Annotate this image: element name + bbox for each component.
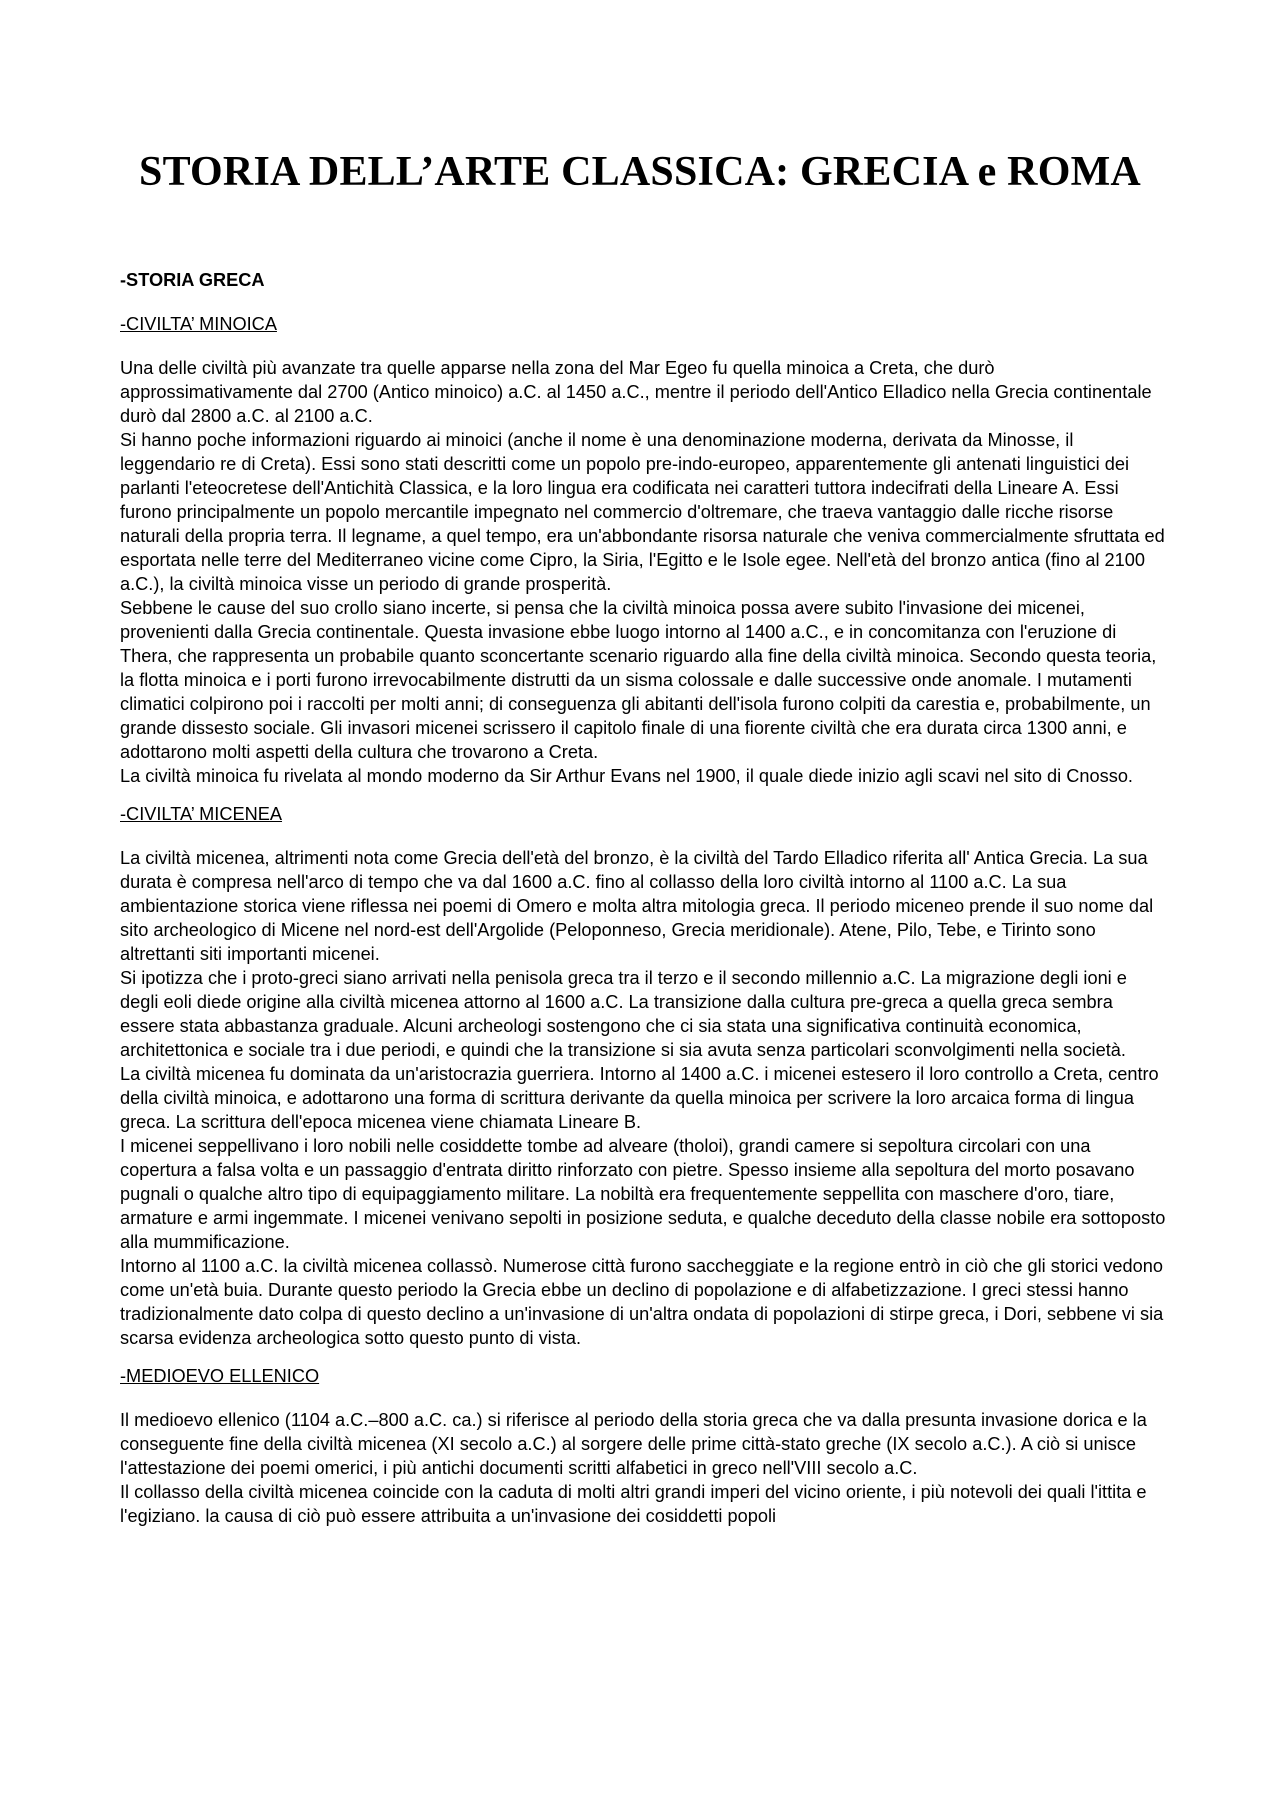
paragraph: Si ipotizza che i proto-greci siano arrivati nella penisola greca tra il terzo e il secondo millennio a.C. La migrazione degli ioni e degli eoli diede origine alla civiltà micenea attorno al 1600 a.C. La transizione dalla cultura pre-greca a quella greca sembra essere stata abbastanza graduale. Alcuni archeologi sostengono che ci sia stata una significativa continuità economica, architettonica e sociale tra i due periodi, e quindi che la transizione si sia avuta senza particolari sconvolgimenti nella società. — [120, 968, 1127, 1060]
paragraph: La civiltà micenea fu dominata da un'aristocrazia guerriera. Intorno al 1400 a.C. i micenei estesero il loro controllo a Creta, centro della civiltà minoica, e adottarono una forma di scrittura derivante da quella minoica per scrivere la loro arcaica forma di lingua greca. La scrittura dell'epoca micenea viene chiamata Lineare B. — [120, 1064, 1159, 1132]
paragraph: Si hanno poche informazioni riguardo ai minoici (anche il nome è una denominazione moderna, derivata da Minosse, il leggendario re di Creta). Essi sono stati descritti come un popolo pre-indo-europeo, apparentemente gli antenati linguistici dei parlanti l'eteocretese dell'Antichità Classica, e la loro lingua era codificata nei caratteri tuttora indecifrati della Lineare A. Essi furono principalmente un popolo mercantile impegnato nel commercio d'oltremare, che traeva vantaggio dalle ricche risorse naturali della propria terra. Il legname, a quel tempo, era un'abbondante risorsa naturale che veniva commercialmente sfruttata ed esportata nelle terre del Mediterraneo vicine come Cipro, la Siria, l'Egitto e le Isole egee. Nell'età del bronzo antica (fino al 2100 a.C.), la civiltà minoica visse un periodo di grande prosperità. — [120, 430, 1165, 594]
section-civilta-micenea — [120, 802, 1170, 1350]
document-title: STORIA DELL’ARTE CLASSICA: GRECIA e ROMA — [139, 149, 1141, 195]
paragraph: Una delle civiltà più avanzate tra quelle apparse nella zona del Mar Egeo fu quella minoica a Creta, che durò approssimativamente dal 2700 (Antico minoico) a.C. al 1450 a.C., mentre il periodo dell'Antico Elladico nella Grecia continentale durò dal 2800 a.C. al 2100 a.C. — [120, 358, 1152, 426]
paragraph: Il collasso della civiltà micenea coincide con la caduta di molti altri grandi imperi del vicino oriente, i più notevoli dei quali l'ittita e l'egiziano. la causa di ciò può essere attribuita a un'invasione dei cosiddetti popoli — [120, 1482, 1147, 1526]
paragraph: Intorno al 1100 a.C. la civiltà micenea collassò. Numerose città furono saccheggiate e la regione entrò in ciò che gli storici vedono come un'età buia. Durante questo periodo la Grecia ebbe un declino di popolazione e di alfabetizzazione. I greci stessi hanno tradizionalmente dato colpa di questo declino a un'invasione di un'altra ondata di popolazioni di stirpe greca, i Dori, sebbene vi sia scarsa evidenza archeologica sotto questo punto di vista. — [120, 1256, 1164, 1348]
section-heading: -CIVILTA’ MICENEA — [120, 804, 283, 824]
document-body — [120, 268, 1170, 1542]
paragraph: La civiltà minoica fu rivelata al mondo moderno da Sir Arthur Evans nel 1900, il quale diede inizio agli scavi nel sito di Cnosso. — [120, 766, 1133, 786]
paragraph: I micenei seppellivano i loro nobili nelle cosiddette tombe ad alveare (tholoi), grandi camere si sepoltura circolari con una copertura a falsa volta e un passaggio d'entrata diritto rinforzato con pietre. Spesso insieme alla sepoltura del morto posavano pugnali o qualche altro tipo di equipaggiamento militare. La nobiltà era frequentemente seppellita con maschere d'oro, tiare, armature e armi ingemmate. I micenei venivano sepolti in posizione seduta, e qualche deceduto della classe nobile era sottoposto alla mummificazione. — [120, 1136, 1166, 1252]
section-medioevo-ellenico — [120, 1364, 1170, 1528]
section-civilta-minoica — [120, 312, 1170, 788]
paragraph: Sebbene le cause del suo crollo siano incerte, si pensa che la civiltà minoica possa avere subito l'invasione dei micenei, provenienti dalla Grecia continentale. Questa invasione ebbe luogo intorno al 1400 a.C., e in concomitanza con l'eruzione di Thera, che rappresenta un probabile quanto sconcertante scenario riguardo alla fine della civiltà minoica. Secondo questa teoria, la flotta minoica e i porti furono irrevocabilmente distrutti da un sisma colossale e dalle successive onde anomale. I mutamenti climatici colpirono poi i raccolti per molti anni; di conseguenza gli abitanti dell'isola furono colpiti da carestia e, probabilmente, un grande dissesto sociale. Gli invasori micenei scrissero il capitolo finale di una fiorente civiltà che era durata circa 1300 anni, e adottarono molti aspetti della cultura che trovarono a Creta. — [120, 598, 1157, 762]
main-heading: -STORIA GRECA — [120, 270, 265, 290]
section-heading: -MEDIOEVO ELLENICO — [120, 1366, 320, 1386]
section-heading: -CIVILTA’ MINOICA — [120, 314, 277, 334]
paragraph: La civiltà micenea, altrimenti nota come Grecia dell'età del bronzo, è la civiltà del Tardo Elladico riferita all' Antica Grecia. La sua durata è compresa nell'arco di tempo che va dal 1600 a.C. fino al collasso della loro civiltà intorno al 1100 a.C. La sua ambientazione storica viene riflessa nei poemi di Omero e molta altra mitologia greca. Il periodo miceneo prende il suo nome dal sito archeologico di Micene nel nord-est dell'Argolide (Peloponneso, Grecia meridionale). Atene, Pilo, Tebe, e Tirinto sono altrettanti siti importanti micenei. — [120, 848, 1154, 964]
paragraph: Il medioevo ellenico (1104 a.C.–800 a.C. ca.) si riferisce al periodo della storia greca che va dalla presunta invasione dorica e la conseguente fine della civiltà micenea (XI secolo a.C.) al sorgere delle prime città-stato greche (IX secolo a.C.). A ciò si unisce l'attestazione dei poemi omerici, i più antichi documenti scritti alfabetici in greco nell'VIII secolo a.C. — [120, 1410, 1147, 1478]
